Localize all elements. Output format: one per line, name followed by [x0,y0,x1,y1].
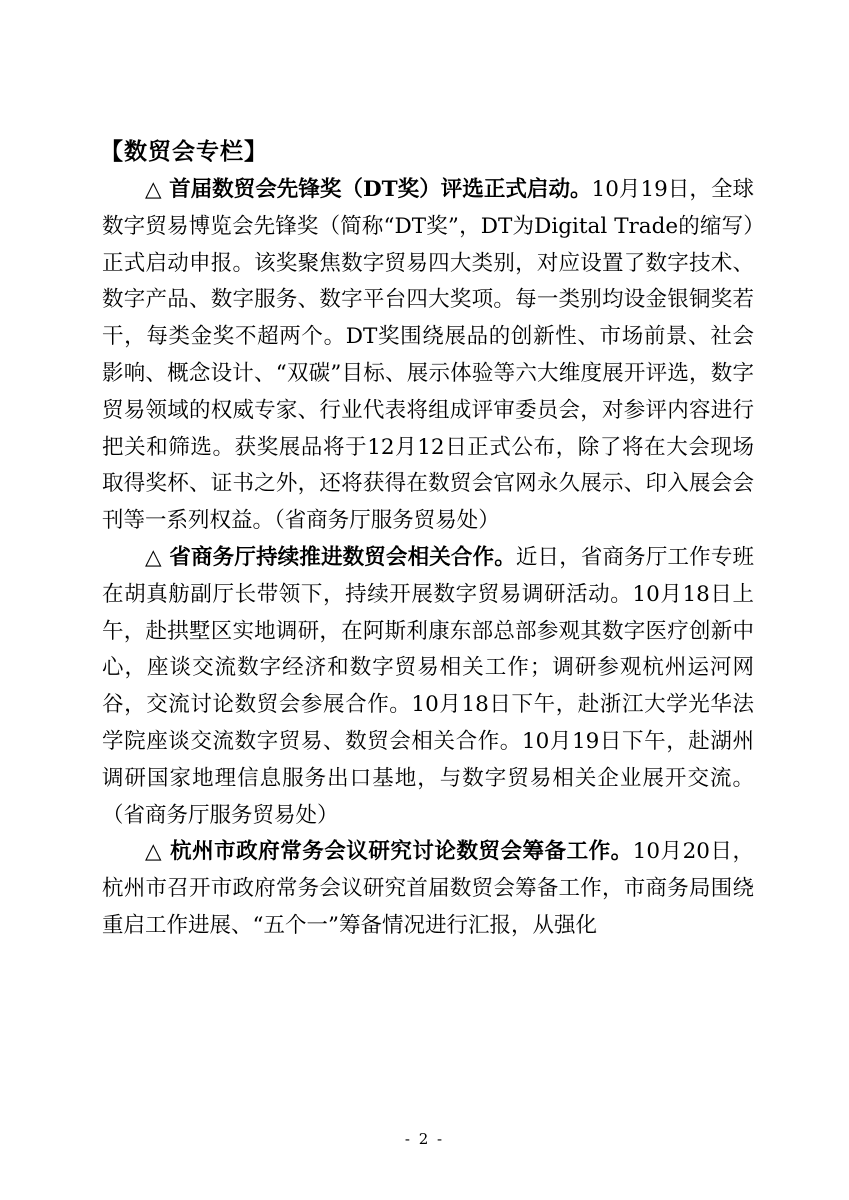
news-item-body: 10月20日，杭州市召开市政府常务会议研究首届数贸会筹备工作，市商务局围绕重启工作进展、“五个一”筹备情况进行汇报，从强化 [102,839,754,938]
section-title: 【数贸会专栏】 [100,138,268,165]
page-number: - 2 - [404,1130,445,1148]
news-item [102,172,754,540]
news-item-body: 10月19日，全球数字贸易博览会先锋奖（简称“DT奖”，DT为Digital Trade的缩写）正式启动申报。该奖聚焦数字贸易四大类别，对应设置了数字技术、数字产品、数字服务、数字平台四大奖项。每一类别均设金银铜奖若干，每类金奖不超两个。DT奖围绕展品的创新性、市场前景、社会影响、概念设计、“双碳”目标、展示体验等六大维度展开评选，数字贸易领域的权威专家、行业代表将组成评审委员会，对参评内容进行把关和筛选。获奖展品将于12月12日正式公布，除了将在大会现场取得奖杯、证书之外，还将获得在数贸会官网永久展示、印入展会会刊等一系列权益。（省商务厅服务贸易处） [102,177,754,534]
news-item [102,834,754,944]
news-item-lead: △ 杭州市政府常务会议研究讨论数贸会筹备工作。 [145,839,633,865]
article-body [102,172,754,945]
news-item-lead: △ 省商务厅持续推进数贸会相关合作。 [145,544,516,570]
news-item-lead: △ 首届数贸会先锋奖（DT奖）评选正式启动。 [145,177,592,202]
news-item [102,540,754,834]
news-item-body: 近日，省商务厅工作专班在胡真舫副厅长带领下，持续开展数字贸易调研活动。10月18日上午，赴拱墅区实地调研，在阿斯利康东部总部参观其数字医疗创新中心，座谈交流数字经济和数字贸易相关工作；调研参观杭州运河网谷，交流讨论数贸会参展合作。10月18日下午，赴浙江大学光华法学院座谈交流数字贸易、数贸会相关合作。10月19日下午，赴湖州调研国家地理信息服务出口基地，与数字贸易相关企业展开交流。（省商务厅服务贸易处） [102,544,754,828]
